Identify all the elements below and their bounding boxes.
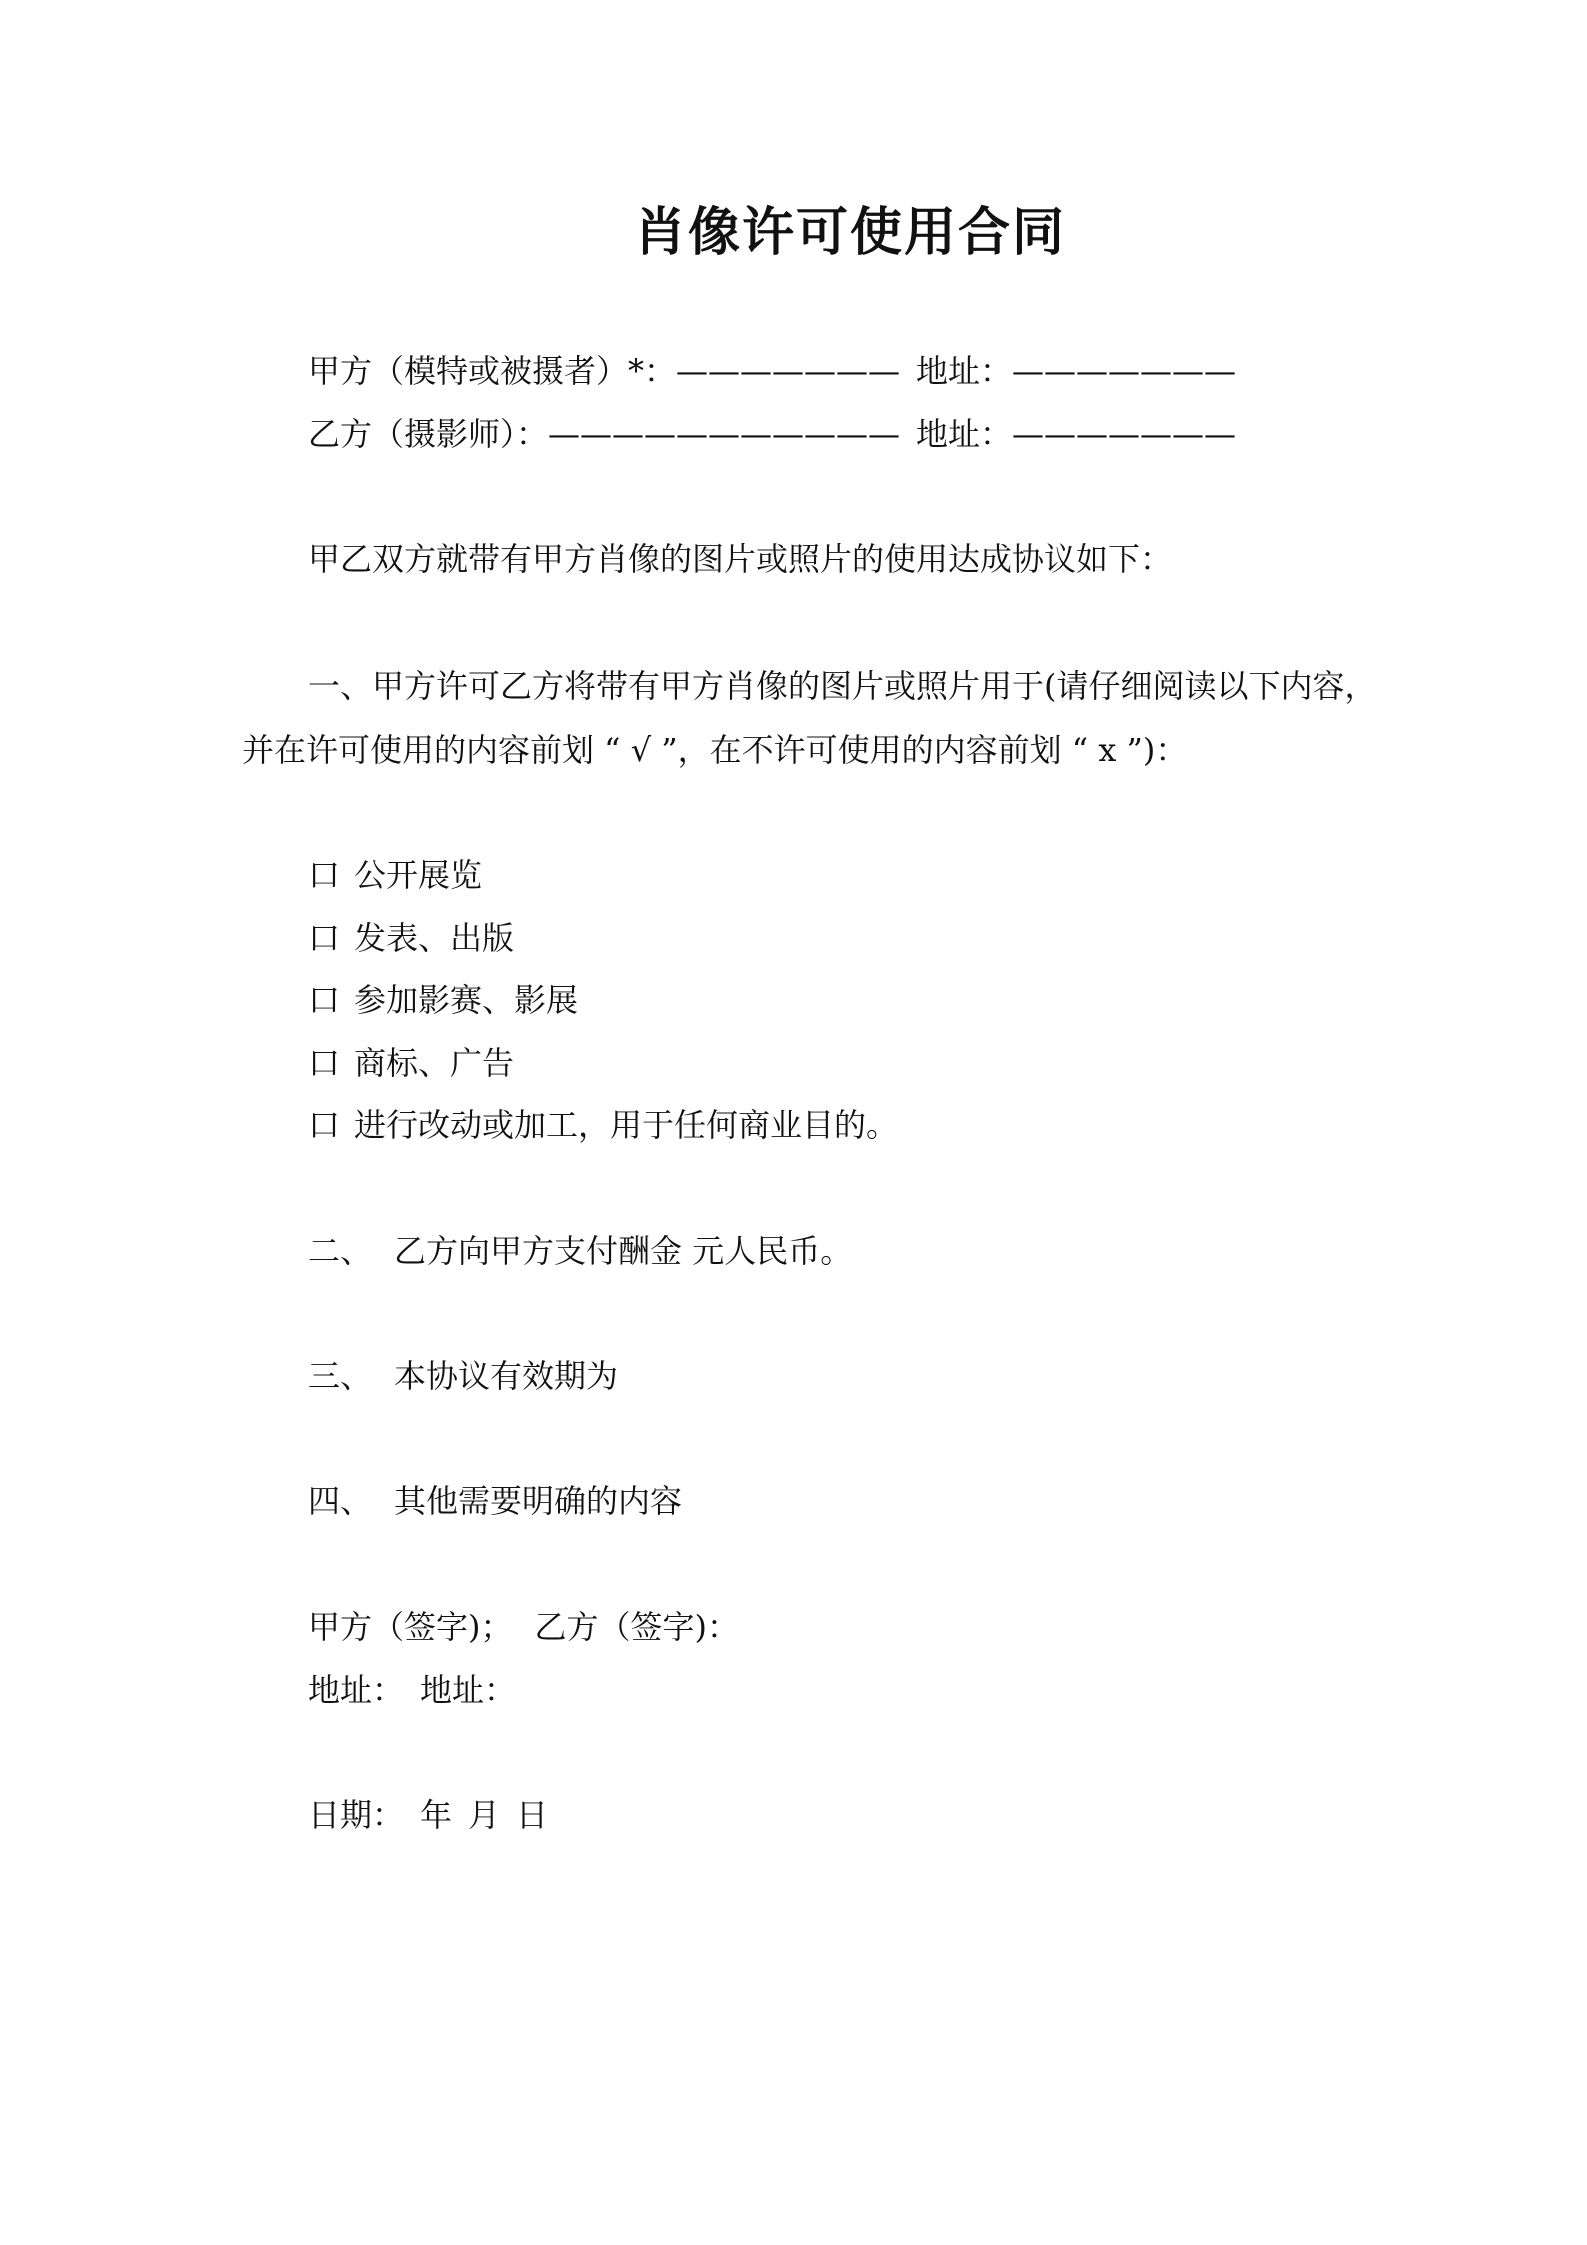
option-label: 商标、广告 (354, 1044, 515, 1082)
date-line (308, 1793, 548, 1837)
party-a-address-label: 地址： (916, 352, 1013, 390)
party-a-blank: ——————— (676, 352, 901, 390)
checkbox-icon[interactable]: 口 (308, 981, 341, 1019)
party-b-signature-label: 乙方（签字)： (534, 1608, 739, 1646)
option-label: 公开展览 (354, 856, 483, 894)
party-b-signature-address: 地址： (420, 1671, 517, 1709)
option-item (308, 853, 482, 897)
clause-1-line-1: 一、甲方许可乙方将带有甲方肖像的图片或照片用于(请仔细阅读以下内容， (308, 667, 1377, 705)
clause-3 (308, 1354, 618, 1398)
clause-4-text: 其他需要明确的内容 (394, 1482, 683, 1520)
option-item (308, 1103, 898, 1147)
option-label: 进行改动或加工，用于任何商业目的。 (354, 1106, 899, 1144)
clause-4-number: 四、 (308, 1482, 373, 1520)
clause-2 (308, 1229, 852, 1273)
clause-4 (308, 1479, 682, 1523)
option-item (308, 978, 578, 1022)
date-day: 日 (516, 1796, 549, 1834)
option-label: 参加影赛、影展 (354, 981, 579, 1019)
party-b-label: 乙方（摄影师）： (308, 415, 549, 453)
checkbox-icon[interactable]: 口 (308, 919, 341, 957)
intro-paragraph: 甲乙双方就带有甲方肖像的图片或照片的使用达成协议如下： (308, 540, 1173, 578)
party-a-signature-address: 地址： (308, 1671, 405, 1709)
party-b-address-label: 地址： (916, 415, 1013, 453)
clause-2-number: 二、 (308, 1232, 373, 1270)
option-item (308, 916, 514, 960)
option-label: 发表、出版 (354, 919, 515, 957)
clause-2-text: 乙方向甲方支付酬金 元人民币。 (394, 1232, 853, 1270)
checkbox-icon[interactable]: 口 (308, 856, 341, 894)
party-a-signature-label: 甲方（签字)； (308, 1608, 513, 1646)
date-label: 日期： (308, 1796, 405, 1834)
party-b-blank: ——————————— (548, 415, 901, 453)
clause-3-text: 本协议有效期为 (394, 1357, 619, 1395)
party-a-label: 甲方（模特或被摄者）*： (308, 352, 677, 390)
checkbox-icon[interactable]: 口 (308, 1044, 341, 1082)
party-a-line (308, 349, 1236, 393)
document-title: 肖像许可使用合同 (633, 202, 1066, 263)
checkbox-icon[interactable]: 口 (308, 1106, 341, 1144)
party-b-address-blank: ——————— (1012, 415, 1237, 453)
date-year: 年 (420, 1796, 453, 1834)
party-a-address-blank: ——————— (1012, 352, 1237, 390)
signature-address-line (308, 1668, 516, 1712)
party-b-line (308, 412, 1236, 456)
date-month: 月 (468, 1796, 501, 1834)
clause-1-line-2: 并在许可使用的内容前划 “ √ ”，在不许可使用的内容前划 “ x ”)： (242, 731, 1188, 769)
clause-3-number: 三、 (308, 1357, 373, 1395)
signature-line (308, 1605, 739, 1649)
option-item (308, 1041, 514, 1085)
